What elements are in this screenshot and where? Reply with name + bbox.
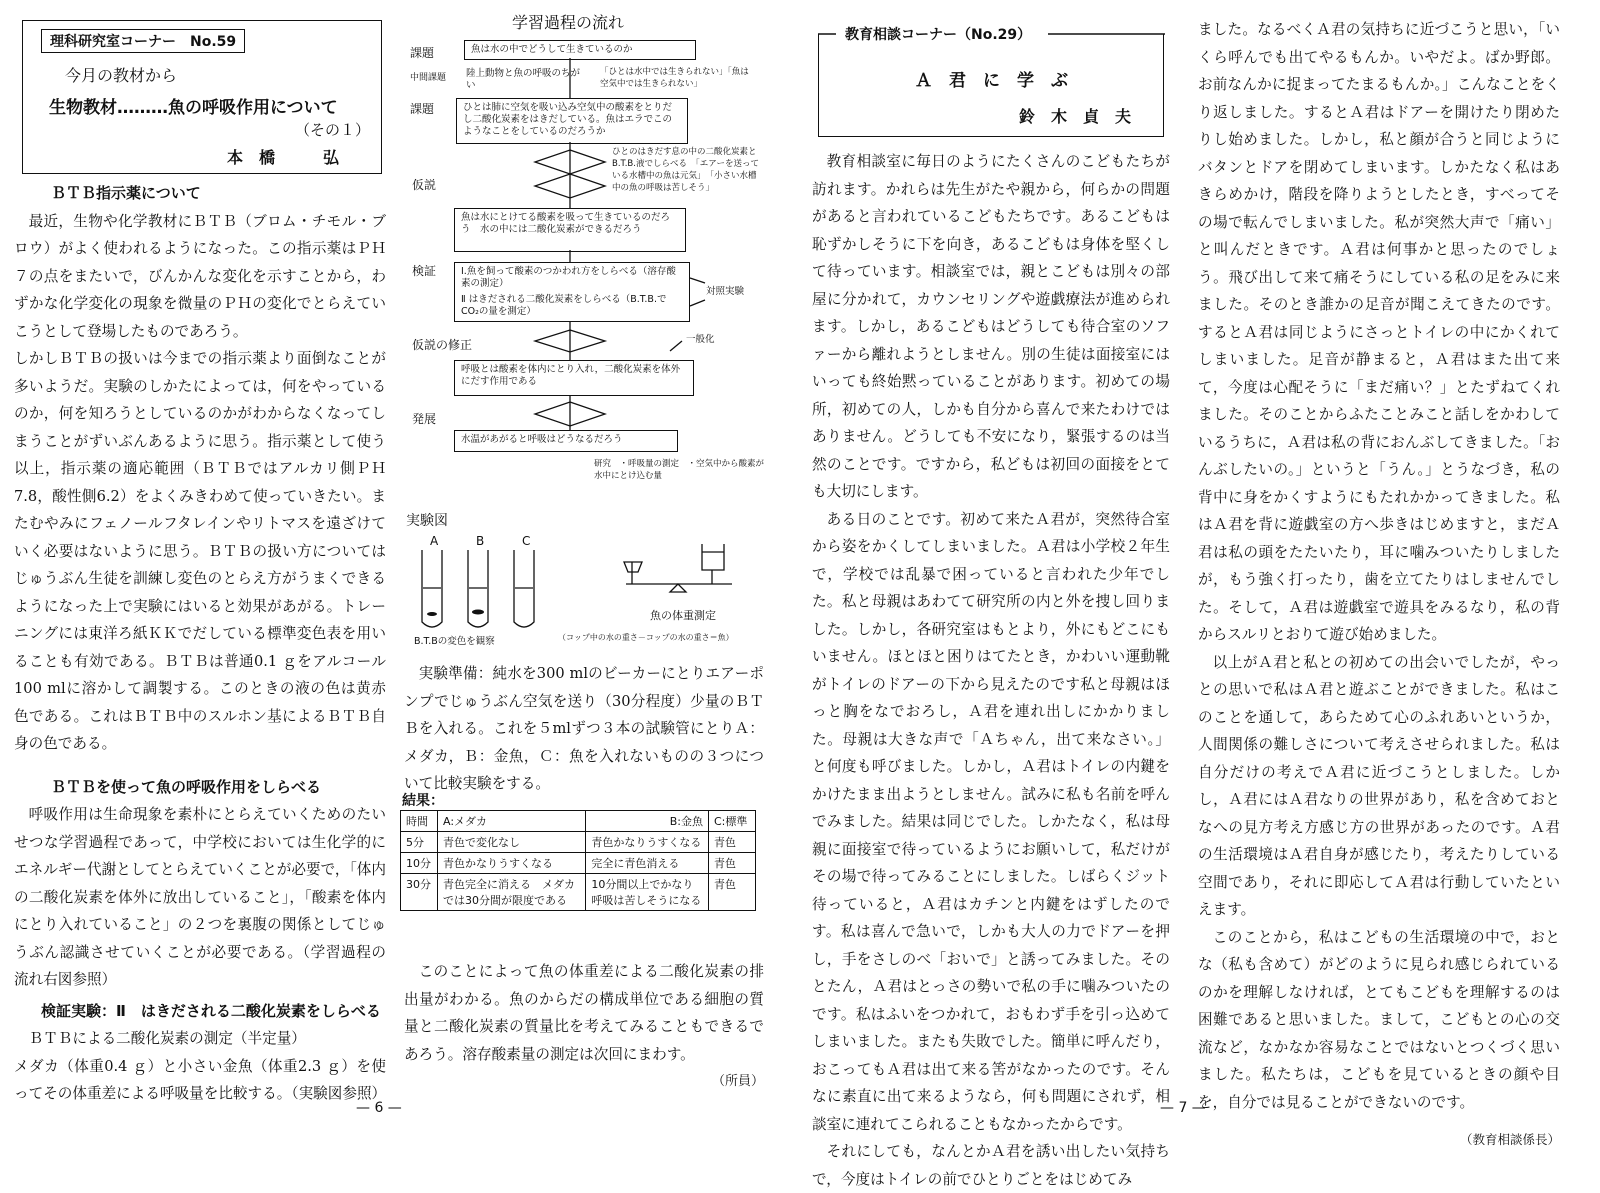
- flow-label-revision: 仮説の修正: [412, 338, 473, 352]
- tube-caption: B.T.Bの変色を観察: [414, 636, 495, 647]
- flow-box-question: 魚は水の中でどうして生きているのか: [464, 40, 696, 60]
- paragraph: メダカ（体重0.4 ｇ）と小さい金魚（体重2.3 ｇ）を使ってその体重差による呼吸量を比較する。（実験図参照）: [14, 1057, 387, 1102]
- counseling-title: Ａ 君 に 学 ぶ: [915, 71, 1068, 91]
- table-header: A:メダカ: [438, 811, 586, 832]
- tube-label-c: C: [522, 534, 531, 548]
- left-column-text: [14, 180, 386, 1108]
- results-table: [400, 810, 756, 911]
- table-cell: 青色: [709, 874, 756, 911]
- table-header: B:金魚: [586, 811, 709, 832]
- header-title: 生物教材………魚の呼吸作用について: [49, 98, 338, 118]
- table-row: [401, 874, 756, 911]
- paragraph: しかしＢＴＢの扱いは今までの指示薬より面倒なことが多いようだ。実験のしかたによっては，何をやっているのか，何を知ろうとしているのかがわからなくなってしまうことがずいぶんあるように思う。指示薬として使う以上，指示薬の適応範囲（ＢＴＢではアルカリ側ＰＨ7.8，酸性側6.2）をよくみきわめて使っていきたい。またむやみにフェノールフタレインやリトマスを遠ざけていく必要はないように思う。ＢＴＢの扱い方についてはじゅうぶん生徒を訓練し変色のとらえ方がうまくできるようになった上で実験にはいると効果があがる。トレーニングには東洋ろ紙ＫＫでだしている標準変色表を用いることも有効である。ＢＴＢは普通0.1 ｇをアルコール100 mlに溶かして調製する。このときの液の色は黄赤色である。これはＢＴＢ中のスルホン基によるＢＴＢ自身の色である。: [14, 350, 386, 752]
- table-cell: 5分: [401, 832, 438, 853]
- flow-label-hypothesis: 仮説: [412, 178, 437, 192]
- flow-box-task2: ひとは肺に空気を吸い込み空気中の酸素をとりだし二酸化炭素をはきだしている。魚はエラでこのようなことをしているのだろうか: [456, 98, 688, 144]
- table-cell: 30分: [401, 874, 438, 911]
- flow-verification-1: Ⅰ.魚を飼って酸素のつかわれ方をしらべる（溶存酸素の測定）: [461, 266, 676, 289]
- counseling-header-topline: [818, 33, 1178, 37]
- paragraph: 教育相談室に毎日のようにたくさんのこどもたちが訪れます。かれらは先生がたや親から，何らかの問題があると言われているこどもたちです。あるこどもは恥ずかしそうに下を向き，あるこどもは身体を堅くして待っています。相談室では，親とこどもは別々の部屋に分かれて，カウンセリングや遊戯療法が進められます。しかし，あるこどもはどうしても待合室のソファーから離れようとしません。別の生徒は面接室にはいっても終始黙っていることがあります。初めての場所，初めての人，しかも自分から喜んで来たわけではありません。どうしても不安になり，緊張するのは当然のことです。ですから，私どもは初回の面接をとても大切にします。: [812, 153, 1170, 500]
- counseling-signature: （教育相談係長）: [1459, 1132, 1560, 1147]
- scale-caption: 魚の体重測定: [650, 609, 716, 622]
- tube-label-b: B: [476, 534, 485, 548]
- paragraph: 呼吸作用は生命現象を素朴にとらえていくためのたいせつな学習過程であって，中学校においては生化学的にエネルギー代謝としてとらえていくことが必要で，「体内の二酸化炭素を体外に放出していること」，「酸素を体内にとり入れていること」の２つを裏腹の関係としてじゅうぶん認識させていくことが必要である。（学習過程の流れ右図参照）: [14, 806, 386, 988]
- paragraph: それにしても，なんとかＡ君を誘い出したい気持ちで，今度はトイレの前でひとりごとをはじめてみ: [812, 1143, 1170, 1188]
- page-number-6: — 6 —: [356, 1100, 402, 1116]
- flow-mid-task: 陸上動物と魚の呼吸のちがい: [466, 68, 581, 91]
- flow-box-development: 水温があがると呼吸はどうなるだろう: [454, 430, 678, 452]
- paragraph: ＢＴＢによる二酸化炭素の測定（半定量）: [28, 1030, 306, 1047]
- table-cell: 青色完全に消える メダカでは30分間が限度である: [438, 874, 586, 911]
- paragraph: 最近，生物や化学教材にＢＴＢ（ブロム・チモル・ブロウ）がよく使われるようになった。この指示薬はＰＨ７の点をまたいで，びんかんな変化を示すことから，わずかな化学変化の現象を微量のＰＨの変化でとらえていこうとして登場したものであろう。: [14, 212, 386, 340]
- header-subtitle: 今月の教材から: [65, 66, 178, 85]
- table-header: C:標準: [709, 811, 756, 832]
- table-cell: 青色: [709, 853, 756, 874]
- paragraph: ました。なるべくＡ君の気持ちに近づこうと思い，「いくら呼んでも出てやるもんか。いやだよ。ばか野郎。お前なんかに捉まってたまるもんか。」こんなことをくり返しました。するとＡ君はドアーを開けたり閉めたりし始めました。しかし，私と顔が合うと同じようにバタンとドアを閉めてしまいます。しかたなく私はあきらめかけ，階段を降りようとしたとき，すべってその場で転んでしまいました。私が突然大声で「痛い」と叫んだときです。Ａ君は何事かと思ったのでしょう。飛び出して来て痛そうにしている私の足をみに来ました。そのとき誰かの足音が聞こえてきたのです。するとＡ君は同じようにさっとトイレの中にかくれてしまいました。足音が静まると，Ａ君はまた出て来て，今度は心配そうに「まだ痛い？」とたずねてくれました。そのことからふたことみこと話しをかわしているうちに，Ａ君は私の背におんぶしてきました。「おんぶしたいの。」というと「うん。」とうなづき，私の背中に身をかくすようにもたれかかってきました。私はＡ君を背に遊戯室の方へ歩きはじめますと，まだＡ君は私の頭をたたいたり，耳に噛みついたりしましたが，もう強く打ったり，歯を立てたりはしませんでした。そして，Ａ君は遊戯室で遊具をみるなり，私の背からスルリとおりて遊び始めました。: [1198, 21, 1560, 643]
- paragraph: 以上がＡ君と私との初めての出会いでしたが，やっとの思いで私はＡ君と遊ぶことができました。私はこのことを通して，あらためて心のふれあいというか，人間関係の難しさについて考えさせられました。私は自分だけの考えでＡ君に近づこうとしました。しかし，Ａ君にはＡ君なりの世界があり，私を含めておとなへの見方考え方感じ方の世界があったのです。Ａ君の生活環境はＡ君自身が感じたり，考えたりしている空間であり，それに即応してＡ君は行動していたといえます。: [1198, 653, 1560, 918]
- counseling-author: 鈴 木 貞 夫: [1019, 107, 1132, 126]
- flow-box-verification: [454, 262, 690, 322]
- flow-title: 学習過程の流れ: [512, 13, 625, 32]
- flow-label-mid: 中間課題: [410, 73, 447, 83]
- table-cell: 10分間以上でかなり呼吸は苦しそうになる: [586, 874, 709, 911]
- table-cell: 青色で変化なし: [438, 832, 586, 853]
- page-number-7: — 7 —: [1160, 1100, 1206, 1116]
- flow-verification-2: Ⅱ はきだされる二酸化炭素をしらべる（B.T.B.でCO₂の量を測定）: [461, 294, 667, 317]
- experiment-figure: [400, 510, 770, 660]
- table-cell: 完全に青色消える: [586, 853, 709, 874]
- paragraph: 実験準備：純水を300 mlのビーカーにとりエアーポンプでじゅうぶん空気を送り（30分程度）少量のＢＴＢを入れる。これを５mlずつ３本の試験管にとりＡ：メダカ，Ｂ：金魚，Ｃ：魚を入れないものの３つについて比較実験をする。: [404, 665, 764, 792]
- learning-flow-chart: [400, 0, 770, 510]
- counseling-corner-header: [818, 27, 1164, 137]
- flow-box-revision: 呼吸とは酸素を体内にとり入れ，二酸化炭素を体外にだす作用である: [454, 360, 694, 396]
- flow-research-note: 研究 ・呼吸量の測定 ・空気中から酸素が水中にとけ込む量: [594, 459, 765, 481]
- paragraph: このことから，私はこどもの生活環境の中で，おとな（私も含めて）がどのように見られ感じられているのかを理解しなければ，とてもこどもを理解するのは困難であると思いました。まして，こどもとの心の交流など，なかなか容易なことではないとつくづく思いました。私たちは，こどもを見ているときの顔や目を，自分では見ることができないのです。: [1198, 928, 1560, 1111]
- table-cell: 青色: [709, 832, 756, 853]
- flow-label-task2: 課題: [410, 102, 435, 116]
- flow-generalization: 一般化: [686, 334, 715, 345]
- flow-label-development: 発展: [412, 412, 437, 426]
- tube-label-a: A: [430, 534, 439, 548]
- science-corner-header: [22, 20, 382, 174]
- table-row: [401, 811, 756, 832]
- counseling-corner-label: 教育相談コーナー（No.29）: [839, 24, 1037, 44]
- counseling-column-1: [812, 148, 1170, 1193]
- table-cell: 青色かなりうすくなる: [438, 853, 586, 874]
- table-cell: 10分: [401, 853, 438, 874]
- counseling-column-2: [1198, 16, 1560, 1154]
- flow-hypothesis-note: ひとのはきだす息の中の二酸化炭素とB.T.B.液でしらべる 「エアーを送っている水槽中の魚は元気」 「小さい水槽中の魚の呼吸は苦しそう」: [612, 147, 759, 193]
- table-cell: 青色かなりうすくなる: [586, 832, 709, 853]
- results-title: 結果：: [402, 793, 444, 809]
- scale-note: （コップ中の水の重さ－コップの水の重さ＝魚）: [558, 633, 734, 642]
- section-heading-verification: 検証実験：Ⅱ はきだされる二酸化炭素をしらべる: [41, 1001, 381, 1020]
- experiment-conclusion: [404, 958, 764, 1096]
- corner-label: 理科研究室コーナー No.59: [41, 29, 245, 53]
- table-row: [401, 853, 756, 874]
- paragraph: ある日のことです。初めて来たＡ君が，突然待合室から姿をかくしてしまいました。Ａ君は小学校２年生で，学校では乱暴で困っていると言われた少年でした。私と母親はあわてて研究所の内と外を捜し回りました。しかし，各研究室はもとより，外にもどこにもいません。ほとほと困りはてたとき，かわいい運動靴がトイレのドアーの下から見えたのです私と母親はほっと胸をなでおろし，Ａ君を連れ出しにかかりました。母親は大きな声で「Ａちゃん，出て来なさい。」と何度も呼びました。しかし，Ａ君はトイレの内鍵をかけたまま出ようとしません。試みに私も名前を呼んでみました。結果は同じでした。しかたなく，私は母親に面接室で待っているようにお願いして，私だけがその場で待ってみることにしました。しばらくジット待っていると，Ａ君はカチンと内鍵をはずしたのです。私は喜んで急いで，しかも大人の力でドアーを押し，手をさしのべ「おいで」と誘ってみました。そのとたん，Ａ君はとっさの勢いで私の手に噛みついたのです。私はふいをつかれて，おもわず手を引っ込めてしまいました。またも失敗でした。簡単に呼んだり，おこってもＡ君は出て来る筈がなかったのです。そんなに素直に出て来るようなら，何も問題にされず，相談室に連れてこられることもなかったからです。: [812, 510, 1170, 1133]
- science-signature: （所員）: [711, 1074, 764, 1089]
- flow-control-experiment: 対照実験: [706, 286, 745, 297]
- experiment-figure-title: 実験図: [406, 513, 448, 529]
- section-heading-respiration: ＢＴＢを使って魚の呼吸作用をしらべる: [51, 777, 322, 796]
- flow-label-verification: 検証: [412, 264, 437, 278]
- experiment-preparation: [404, 660, 764, 798]
- header-author: 本 橋 弘: [227, 148, 340, 167]
- table-row: [401, 832, 756, 853]
- section-heading-btb: ＢＴＢ指示薬について: [51, 184, 201, 202]
- results-section: [400, 790, 770, 911]
- flow-mid-note: 「ひとは水中では生きられない」「魚は空気中では生きられない」: [600, 67, 749, 89]
- table-header: 時間: [401, 811, 438, 832]
- header-part: （その１）: [295, 121, 371, 139]
- flow-label-task1: 課題: [410, 46, 435, 60]
- paragraph: このことによって魚の体重差による二酸化炭素の排出量がわかる。魚のからだの構成単位である細胞の質量と二酸化炭素の質量比を考えてみることもできるであろう。溶存酸素量の測定は次回にまわす。: [404, 963, 764, 1063]
- flow-box-hypothesis: 魚は水にとけてる酸素を吸って生きているのだろう 水の中には二酸化炭素ができるだろう: [454, 208, 686, 252]
